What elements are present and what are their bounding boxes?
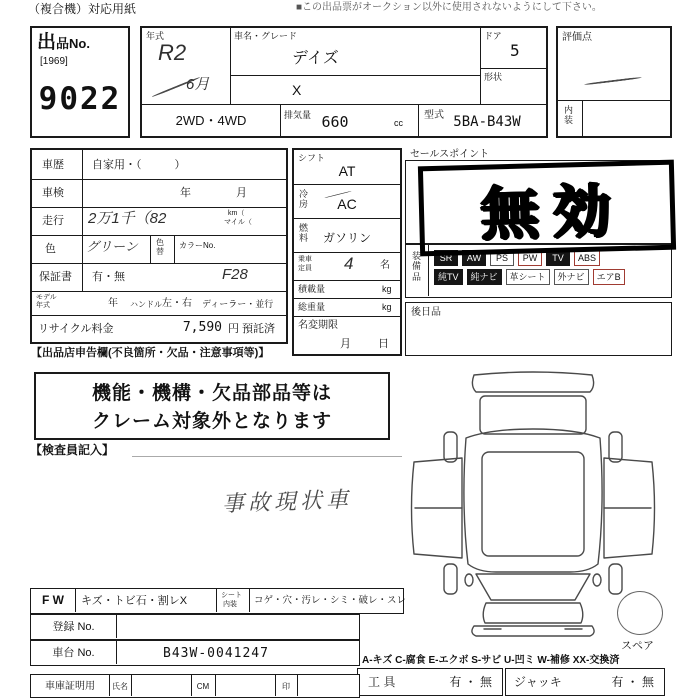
- color-value: グリーン: [86, 239, 138, 254]
- mileage-unit-km: km（: [228, 210, 245, 217]
- chassis-no-label: 車台 No.: [52, 647, 95, 659]
- weight-label: 総重量: [298, 302, 326, 312]
- door-label: ドア: [484, 31, 502, 41]
- ac-label: 冷房: [299, 189, 309, 210]
- history-label: 車歴: [42, 159, 64, 171]
- spec-column: [292, 148, 402, 356]
- jack-label: ジャッキ: [514, 675, 562, 689]
- paper-type-note: （複合機）対応用紙: [28, 2, 137, 16]
- garage-name-label: 氏名: [112, 682, 128, 691]
- claim-notice-box: [34, 372, 390, 440]
- fw-items: キズ・トビ石・割レX: [81, 595, 188, 607]
- garage-cert-label: 車庫証明用: [45, 681, 95, 692]
- equipment-badge: AW: [462, 250, 486, 266]
- drive-type: 2WD・4WD: [175, 113, 247, 128]
- interior-score-label: 内装: [564, 105, 574, 126]
- equipment-badge: TV: [546, 250, 570, 266]
- weight-unit: kg: [382, 302, 392, 312]
- chassis-no-row: [30, 640, 360, 666]
- exhibit-aux-code: [1969]: [40, 56, 68, 67]
- registration-no-label: 登録 No.: [52, 621, 95, 633]
- handle-value: 左・右: [162, 298, 192, 309]
- exhibit-no-label: 出品No.: [37, 32, 90, 53]
- name-grade-label: 車名・グレード: [234, 31, 298, 41]
- handle-label: ハンドル: [130, 300, 162, 309]
- vehicle-head-table: [140, 26, 548, 138]
- month-value: 6月: [186, 76, 210, 93]
- vehicle-info-table: [30, 148, 288, 344]
- shaken-month: 月: [236, 187, 247, 199]
- score-handwritten-dash: [584, 76, 642, 85]
- shaken-label: 車検: [42, 187, 64, 199]
- score-box: [556, 26, 672, 138]
- tools-value: 有 ・ 無: [449, 675, 492, 689]
- warranty-label: 保証書: [39, 271, 72, 283]
- displacement-unit: cc: [394, 118, 403, 128]
- inspector-section-header: 【検査員記入】: [30, 443, 115, 457]
- warranty-note: F28: [222, 266, 248, 283]
- model-year-label-2: 年式: [36, 302, 50, 309]
- model-year-label-1: モデル: [36, 294, 57, 301]
- exhibit-no-box: [30, 26, 130, 138]
- capacity-unit: 名: [380, 260, 390, 271]
- dealer-parallel-value: ディーラー・並行: [202, 299, 274, 309]
- equipment-label: 装備品: [412, 251, 422, 282]
- color-no-label: カラーNo.: [179, 241, 216, 250]
- equipment-badge: 革シート: [506, 269, 550, 285]
- ac-value: AC: [337, 196, 357, 212]
- equipment-badge: エアB: [593, 269, 625, 285]
- fuel-label: 燃料: [299, 223, 309, 244]
- capacity-label-2: 定員: [298, 265, 312, 272]
- color-label: 色: [45, 243, 56, 255]
- garage-cm-label: CM: [196, 682, 210, 691]
- model-year-unit: 年: [108, 298, 118, 309]
- tools-label: 工 具: [368, 675, 396, 689]
- shift-label: シフト: [298, 153, 326, 163]
- garage-cert-row: [30, 674, 360, 698]
- warranty-value: 有・無: [92, 271, 125, 283]
- capacity-value: 4: [344, 254, 354, 273]
- front-window-row: [30, 588, 407, 614]
- jack-box: [505, 668, 665, 696]
- mileage-label: 走行: [42, 215, 64, 227]
- inspector-handwritten-note: 事故現状車: [221, 486, 353, 517]
- usage-note: ■この出品票がオークション以外に使用されないようにして下さい。: [296, 2, 602, 13]
- shape-label: 形状: [484, 72, 503, 82]
- mileage-value: 2万1千（82: [88, 210, 167, 227]
- claim-notice-line1: 機能・機構・欠品部品等は: [91, 383, 332, 404]
- spare-tire-circle: [617, 591, 663, 635]
- equipment-badge: PS: [490, 250, 514, 266]
- shaken-year: 年: [180, 187, 191, 199]
- later-items-label: 後日品: [411, 307, 441, 318]
- year-label: 年式: [146, 31, 165, 41]
- recycle-fee-label: リサイクル料金: [38, 323, 114, 335]
- equipment-row-2: [434, 269, 625, 285]
- equipment-badge: 外ナビ: [554, 269, 589, 285]
- chassis-no-value: B43W-0041247: [163, 646, 269, 661]
- car-name: デイズ: [292, 50, 339, 67]
- sales-point-label: セールスポイント: [410, 149, 490, 160]
- recycle-fee-value: 7,590: [182, 320, 222, 335]
- car-grade: X: [292, 82, 302, 98]
- equipment-badge: PW: [518, 250, 542, 266]
- garage-seal-label: 印: [282, 682, 290, 691]
- capacity-label-1: 乗車: [298, 256, 312, 263]
- registration-no-row: [30, 614, 360, 640]
- equipment-badge: ABS: [574, 250, 600, 266]
- exhibit-number: 9022: [38, 81, 122, 117]
- rename-deadline-label: 名変期限: [298, 320, 338, 331]
- fw-label: F W: [42, 593, 64, 607]
- equipment-badge: SR: [434, 250, 458, 266]
- equipment-badge: 純ナビ: [467, 269, 502, 285]
- history-value: 自家用・（ ）: [92, 159, 186, 171]
- displacement-label: 排気量: [284, 110, 312, 120]
- recycle-fee-unit: 円 預託済: [228, 323, 276, 335]
- load-label: 積載量: [298, 284, 326, 294]
- rename-day: 日: [378, 338, 389, 350]
- color-change-label: 色替: [156, 238, 164, 257]
- seat-interior-label-1: シート: [221, 592, 242, 599]
- load-unit: kg: [382, 284, 392, 294]
- claim-notice-line2: クレーム対象外となります: [91, 411, 332, 432]
- tools-box: [357, 668, 503, 696]
- jack-value: 有 ・ 無: [611, 675, 654, 689]
- year-value: R2: [158, 40, 187, 65]
- inspector-divider-line: [132, 456, 402, 457]
- seat-items: コゲ・穴・汚レ・シミ・破レ・スレ: [254, 595, 407, 606]
- seat-interior-label-2: 内装: [223, 601, 237, 608]
- shift-value: AT: [338, 163, 356, 179]
- score-label: 評価点: [562, 32, 592, 43]
- equipment-badge: 純TV: [434, 269, 463, 285]
- model-code: 5BA-B43W: [453, 114, 521, 130]
- fuel-value: ガソリン: [322, 231, 371, 245]
- model-code-label: 型式: [424, 110, 444, 121]
- damage-legend: A-キズ C-腐食 E-エクボ S-サビ U-凹ミ W-補修 XX-交換済: [362, 655, 620, 666]
- invalid-stamp: 無効: [418, 160, 676, 257]
- mileage-unit-mile: マイル（: [224, 219, 252, 226]
- seller-declaration-header: 【出品店申告欄(不良箇所・欠品・注意事項等)】: [31, 347, 270, 359]
- displacement-value: 660: [321, 113, 349, 131]
- later-items-box: [405, 302, 672, 356]
- spare-label: スペア: [621, 640, 654, 652]
- rename-month: 月: [340, 338, 351, 350]
- door-count: 5: [510, 41, 520, 60]
